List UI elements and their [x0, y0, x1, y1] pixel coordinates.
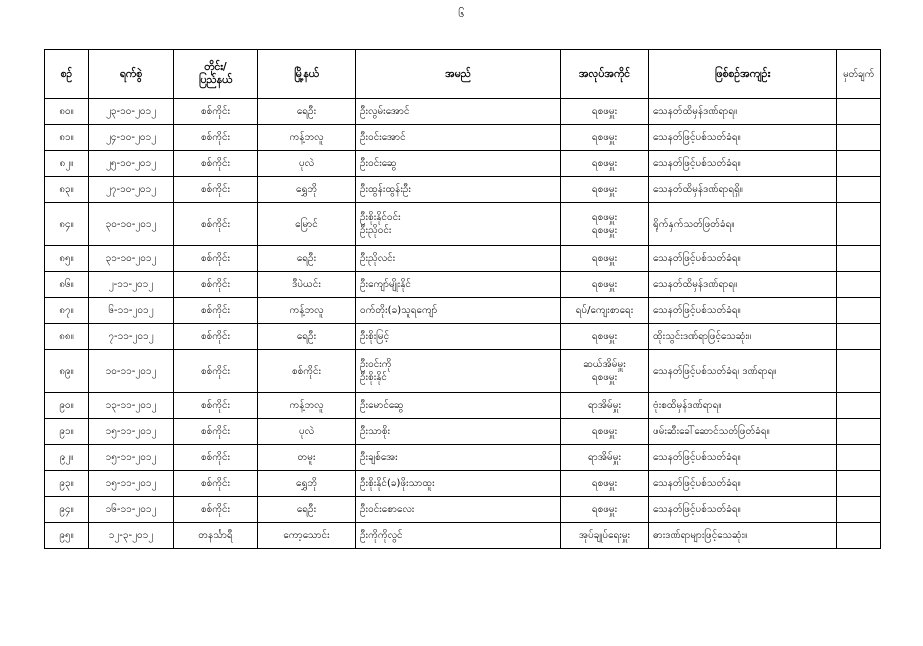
row-remark — [837, 298, 881, 324]
row-township: ကန့်ဘလူ — [258, 298, 356, 324]
row-region: စစ်ကိုင်း — [174, 419, 258, 445]
row-township: ရေဦး — [258, 497, 356, 523]
row-name — [356, 419, 561, 445]
row-name — [356, 298, 561, 324]
row-date: ၇-၁၁-၂၀၁၂ — [89, 324, 174, 350]
row-occupation — [561, 125, 649, 151]
row-date: ၁၃-၁၁-၂၀၁၂ — [89, 393, 174, 419]
row-remark — [837, 523, 881, 549]
row-number: ၈၇။ — [45, 298, 89, 324]
row-occupation-line: ရစဖမှူး — [591, 372, 618, 383]
row-region: စစ်ကိုင်း — [174, 125, 258, 151]
row-remark — [837, 471, 881, 497]
row-township: ကန့်ဘလူ — [258, 393, 356, 419]
row-remark — [837, 125, 881, 151]
header-no: စဥ် — [45, 50, 89, 99]
table-row — [45, 497, 881, 523]
incident-table — [44, 49, 881, 549]
row-occupation-line: ရစဖမှူး — [591, 132, 618, 143]
row-occupation — [561, 272, 649, 298]
row-region: စစ်ကိုင်း — [174, 393, 258, 419]
row-name — [356, 497, 561, 523]
row-occupation — [561, 471, 649, 497]
row-occupation-line: ရစဖမှူး — [591, 331, 618, 342]
row-township: ရေဦး — [258, 246, 356, 272]
table-row — [45, 350, 881, 393]
table-row — [45, 393, 881, 419]
page-number: ၆ — [458, 7, 465, 20]
row-name-line: ဦးစိုးနိုင် — [360, 372, 387, 383]
row-number: ၉၀။ — [45, 393, 89, 419]
row-township: ပုလဲ — [258, 151, 356, 177]
row-cause: သေနတ်ဖြင့်ပစ်သတ်ခံရ။ — [649, 445, 837, 471]
row-number: ၈၆။ — [45, 272, 89, 298]
row-region: စစ်ကိုင်း — [174, 272, 258, 298]
row-region: စစ်ကိုင်း — [174, 445, 258, 471]
row-name-line: ဦးစိုးနိုင်(ခ)ဖိုးသာထူး — [360, 478, 435, 489]
row-number: ၈၄။ — [45, 203, 89, 246]
row-occupation — [561, 445, 649, 471]
row-name-line: ဦးညိုလင်း — [360, 253, 396, 264]
row-occupation-line: ရစဖမှူး — [591, 225, 618, 236]
row-number: ၉၅။ — [45, 523, 89, 549]
row-occupation-line: ရစဖမှူး — [591, 279, 618, 290]
row-remark — [837, 177, 881, 203]
row-remark — [837, 393, 881, 419]
row-name-line: ဦးစိုးနိုင်ဝင်း — [360, 212, 401, 223]
row-cause: သေနတ်ဖြင့်ပစ်သတ်ခံရ။ — [649, 151, 837, 177]
row-number: ၉၂။ — [45, 445, 89, 471]
row-name — [356, 523, 561, 549]
row-occupation — [561, 419, 649, 445]
row-cause: သေနတ်ထိမှန်ဒဏ်ရာရ။ — [649, 99, 837, 125]
row-date: ၆-၁၁-၂၀၁၂ — [89, 298, 174, 324]
row-cause: ဗုံးစထိမှန်ဒဏ်ရာရ။ — [649, 393, 837, 419]
row-occupation-line: ရစဖမှူး — [591, 106, 618, 117]
table-row — [45, 203, 881, 246]
row-cause: ဖမ်းဆီးခေါ်ဆောင်သတ်ဖြတ်ခံရ။ — [649, 419, 837, 445]
row-cause: သေနတ်ဖြင့်ပစ်သတ်ခံရ၊ ဒဏ်ရာရ။ — [649, 350, 837, 393]
row-occupation-line: ရာအိမ်မှူး — [588, 400, 621, 411]
row-cause: ရိုက်နှက်သတ်ဖြတ်ခံရ။ — [649, 203, 837, 246]
row-region: တနင်္သာရီ — [174, 523, 258, 549]
row-name-line: ဦးလွမ်းအောင် — [360, 106, 410, 117]
row-region: စစ်ကိုင်း — [174, 177, 258, 203]
header-township: မြို့နယ် — [258, 50, 356, 99]
row-remark — [837, 324, 881, 350]
row-date: ၂၅-၁၀-၂၀၁၂ — [89, 151, 174, 177]
row-region: စစ်ကိုင်း — [174, 151, 258, 177]
row-number: ၉၃။ — [45, 471, 89, 497]
row-remark — [837, 497, 881, 523]
row-number: ၈၃။ — [45, 177, 89, 203]
row-name — [356, 393, 561, 419]
row-cause: သေနတ်ဖြင့်ပစ်သတ်ခံရ။ — [649, 471, 837, 497]
row-occupation — [561, 203, 649, 246]
row-township: ရေဦး — [258, 99, 356, 125]
row-region: စစ်ကိုင်း — [174, 497, 258, 523]
row-date: ၃၀-၁၀-၂၀၁၂ — [89, 203, 174, 246]
table-row — [45, 151, 881, 177]
table-row — [45, 298, 881, 324]
row-township: မြောင် — [258, 203, 356, 246]
row-date: ၁၅-၁၁-၂၀၁၂ — [89, 419, 174, 445]
row-date: ၂၃-၁၀-၂၀၁၂ — [89, 99, 174, 125]
row-name-line: ဦးဝင်းကို — [360, 359, 392, 370]
row-remark — [837, 445, 881, 471]
row-cause: သေနတ်ထိမှန်ဒဏ်ရာရရှိ။ — [649, 177, 837, 203]
row-date: ၁၅-၁၁-၂၀၁၂ — [89, 445, 174, 471]
header-region: တိုင်း/ ပြည်နယ် — [174, 50, 258, 99]
row-occupation-line: ရစဖမှူး — [591, 504, 618, 515]
header-date: ရက်စွဲ — [89, 50, 174, 99]
row-remark — [837, 203, 881, 246]
row-remark — [837, 99, 881, 125]
row-occupation — [561, 497, 649, 523]
row-number: ၈၀။ — [45, 99, 89, 125]
row-occupation-line: ရစဖမှူး — [591, 212, 618, 223]
row-name-line: ဦးစိုးမြင့် — [360, 331, 390, 342]
row-township: ရွှေဘို — [258, 177, 356, 203]
row-occupation — [561, 324, 649, 350]
row-remark — [837, 151, 881, 177]
row-cause: သေနတ်ဖြင့်ပစ်သတ်ခံရ။ — [649, 298, 837, 324]
row-occupation — [561, 177, 649, 203]
table-row — [45, 523, 881, 549]
row-name — [356, 99, 561, 125]
row-name-line: ဦးမောင်ဆွေ — [360, 400, 404, 411]
row-cause: ဓားဒဏ်ရာများဖြင့်သေဆုံး။ — [649, 523, 837, 549]
row-cause: သေနတ်ဖြင့်ပစ်သတ်ခံရ။ — [649, 497, 837, 523]
row-region: စစ်ကိုင်း — [174, 298, 258, 324]
row-occupation — [561, 350, 649, 393]
row-number: ၈၉။ — [45, 350, 89, 393]
row-name — [356, 125, 561, 151]
row-township: ကော့သောင်း — [258, 523, 356, 549]
row-region: စစ်ကိုင်း — [174, 246, 258, 272]
row-date: ၁၆-၁၁-၂၀၁၂ — [89, 497, 174, 523]
row-occupation-line: ဆယ်အိမ်မှူး — [583, 359, 626, 370]
row-township: ဒီပဲယင်း — [258, 272, 356, 298]
table-row — [45, 246, 881, 272]
row-name-line: ဦးချစ်အေး — [360, 452, 398, 463]
row-remark — [837, 272, 881, 298]
row-name-line: ဦးဝင်းစောလေး — [360, 504, 415, 515]
row-number: ၈၁။ — [45, 125, 89, 151]
row-remark — [837, 350, 881, 393]
row-cause: သေနတ်ဖြင့်ပစ်သတ်ခံရ။ — [649, 246, 837, 272]
table-row — [45, 272, 881, 298]
row-occupation — [561, 393, 649, 419]
row-name — [356, 151, 561, 177]
row-occupation-line: ရစဖမှူး — [591, 426, 618, 437]
table-body — [45, 99, 881, 549]
row-number: ၈၈။ — [45, 324, 89, 350]
row-township: ရွှေဘို — [258, 471, 356, 497]
row-name — [356, 177, 561, 203]
header-cause: ဖြစ်စဉ်အကျဉ်း — [649, 50, 837, 99]
row-region: စစ်ကိုင်း — [174, 471, 258, 497]
row-occupation — [561, 151, 649, 177]
row-occupation — [561, 523, 649, 549]
table-row — [45, 99, 881, 125]
row-name — [356, 272, 561, 298]
row-name — [356, 445, 561, 471]
row-number: ၉၁။ — [45, 419, 89, 445]
row-cause: သေနတ်ဖြင့်ပစ်သတ်ခံရ။ — [649, 125, 837, 151]
table-row — [45, 125, 881, 151]
table-row — [45, 445, 881, 471]
row-occupation — [561, 246, 649, 272]
row-date: ၃၁-၁၀-၂၀၁၂ — [89, 246, 174, 272]
table-row — [45, 177, 881, 203]
row-cause: ထိုးသွင်းဒဏ်ရာဖြင့်သေဆုံး။ — [649, 324, 837, 350]
row-remark — [837, 419, 881, 445]
row-remark — [837, 246, 881, 272]
header-occupation: အလုပ်အကိုင် — [561, 50, 649, 99]
row-occupation-line: ရာအိမ်မှူး — [588, 452, 621, 463]
row-name-line: ဦးကျော်မျိုးနိုင် — [360, 279, 411, 290]
header-remarks: မှတ်ချက် — [837, 50, 881, 99]
row-date: ၁၀-၁၁-၂၀၁၂ — [89, 350, 174, 393]
row-township: ပုလဲ — [258, 419, 356, 445]
row-cause: သေနတ်ထိမှန်ဒဏ်ရာရ။ — [649, 272, 837, 298]
row-date: ၂၇-၁၀-၂၀၁၂ — [89, 177, 174, 203]
row-number: ၉၄။ — [45, 497, 89, 523]
row-date: ၂၄-၁၀-၂၀၁၂ — [89, 125, 174, 151]
row-name — [356, 471, 561, 497]
row-township: တမူး — [258, 445, 356, 471]
row-region: စစ်ကိုင်း — [174, 324, 258, 350]
row-name — [356, 350, 561, 393]
row-township: စစ်ကိုင်း — [258, 350, 356, 393]
row-occupation-line: အုပ်ချုပ်ရေးမှူး — [578, 530, 631, 541]
row-township: ကန့်ဘလူ — [258, 125, 356, 151]
table-header-row — [45, 50, 881, 99]
table-row — [45, 419, 881, 445]
row-number: ၈၂။ — [45, 151, 89, 177]
row-region: စစ်ကိုင်း — [174, 99, 258, 125]
row-date: ၁၅-၁၁-၂၀၁၂ — [89, 471, 174, 497]
row-region: စစ်ကိုင်း — [174, 350, 258, 393]
row-township: ရေဦး — [258, 324, 356, 350]
header-name: အမည် — [356, 50, 561, 99]
row-occupation-line: ရစဖမှူး — [591, 184, 618, 195]
row-name-line: ဦးကိုကိုလွင် — [360, 530, 403, 541]
row-occupation — [561, 99, 649, 125]
row-name — [356, 203, 561, 246]
row-occupation-line: ရပ်/ကျေးစာရေး — [575, 305, 634, 316]
row-name-line: ဦးဝင်းအောင် — [360, 132, 406, 143]
row-number: ၈၅။ — [45, 246, 89, 272]
row-name — [356, 324, 561, 350]
row-name-line: ဝက်တိုး(ခ)သူရကျော် — [360, 305, 438, 316]
row-region: စစ်ကိုင်း — [174, 203, 258, 246]
row-name-line: ဦးဝင်းဆွေ — [360, 158, 397, 169]
row-date: ၁၂-၃-၂၀၁၂ — [89, 523, 174, 549]
row-date: ၂-၁၁-၂၀၁၂ — [89, 272, 174, 298]
row-occupation — [561, 298, 649, 324]
row-occupation-line: ရစဖမှူး — [591, 478, 618, 489]
table-row — [45, 471, 881, 497]
row-name-line: ဦးထွန်းထွန်းဦး — [360, 184, 411, 195]
row-occupation-line: ရစဖမှူး — [591, 158, 618, 169]
row-name-line: ဦးညိုဝင်း — [360, 225, 392, 236]
row-name-line: ဦးသာစိုး — [360, 426, 391, 437]
row-name — [356, 246, 561, 272]
row-occupation-line: ရစဖမှူး — [591, 253, 618, 264]
table-row — [45, 324, 881, 350]
